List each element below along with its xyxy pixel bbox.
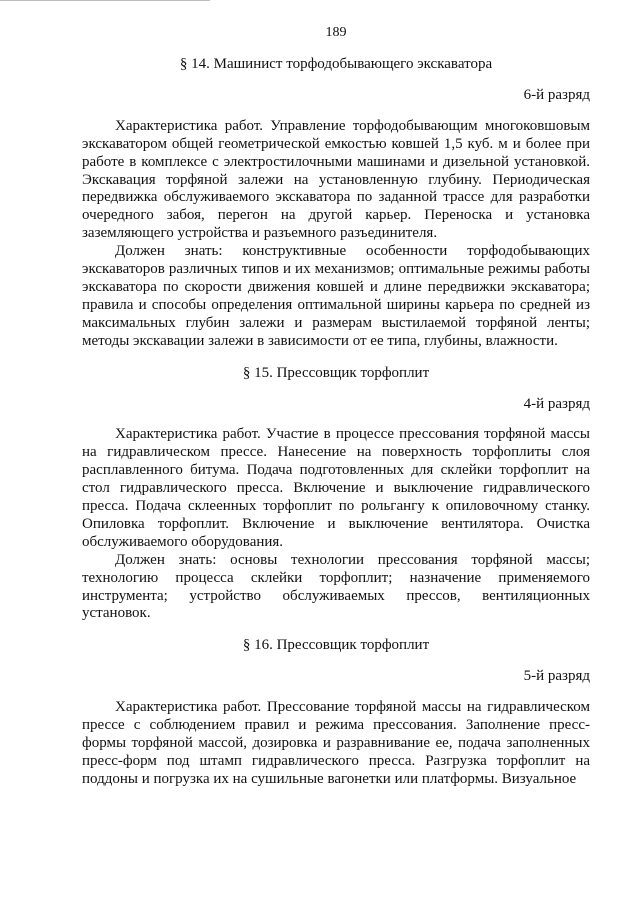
grade-label: 5-й разряд bbox=[523, 668, 590, 685]
grade-label: 4-й разряд bbox=[523, 395, 590, 412]
must-know-paragraph: Должен знать: конструктивные особенности торфодобывающих экскаваторов различных типов и их механизмов; оптимальные режимы работы экскаватора по скорости движения ковшей и длине передвижки экскаватора; правила и способы определения оптимальной ширины карьера по средней из максимальных глубин залежи и размерам выстилаемой торфяной ленты; методы экскавации залежи в зависимости от ее типа, глубины, влажности. bbox=[82, 243, 590, 349]
work-characteristic-paragraph: Характеристика работ. Управление торфодобывающим многоковшовым экскаватором общей геометрической емкостью ковшей 1,5 куб. м и более при работе в комплексе с электростилочными машинами и дизельной установкой. Экскавация торфяной залежи на установленную глубину. Периодическая передвижка обслуживаемого экскаватора по заданной трассе для разработки очередного забоя, перегон на другой карьер. Переноска и установка заземляющего устройства и разъемного разъединителя. bbox=[82, 117, 590, 242]
section-16 bbox=[82, 637, 590, 788]
section-title: § 16. Прессовщик торфоплит bbox=[242, 637, 430, 654]
grade-label: 6-й разряд bbox=[523, 86, 590, 103]
must-know-paragraph: Должен знать: основы технологии прессования торфяной массы; технологию процесса склейки торфоплит; назначение применяемого инструмента; устройство обслуживаемых прессов, вентиляционных установок. bbox=[82, 551, 590, 622]
section-title: § 14. Машинист торфодобывающего экскаватора bbox=[179, 56, 493, 72]
document-page bbox=[82, 24, 590, 789]
work-characteristic-paragraph: Характеристика работ. Участие в процессе прессования торфяной массы на гидравлическом прессе. Нанесение на поверхность торфоплиты слоя расплавленного битума. Подача подготовленных для склейки торфоплит на стол гидравлического пресса. Включение и выключение гидравлического пресса. Подача склеенных торфоплит по рольгангу к опиловочному станку. Опиловка торфоплит. Включение и выключение вентилятора. Очистка обслуживаемого оборудования. bbox=[82, 426, 590, 550]
page-number: 189 bbox=[325, 25, 347, 40]
section-14 bbox=[82, 56, 590, 351]
section-title: § 15. Прессовщик торфоплит bbox=[242, 364, 430, 381]
work-characteristic-paragraph: Характеристика работ. Прессование торфяной массы на гидравлическом прессе с соблюдением правил и режима прессования. Заполнение пресс-формы торфяной массой, дозировка и разравнивание ее, подача заполненных пресс-форм под штамп гидравлического пресса. Разгрузка торфоплит на поддоны и погрузка их на сушильные вагонетки или платформы. Визуальное bbox=[82, 699, 590, 787]
top-edge-rule bbox=[0, 0, 210, 1]
section-15 bbox=[82, 365, 590, 624]
